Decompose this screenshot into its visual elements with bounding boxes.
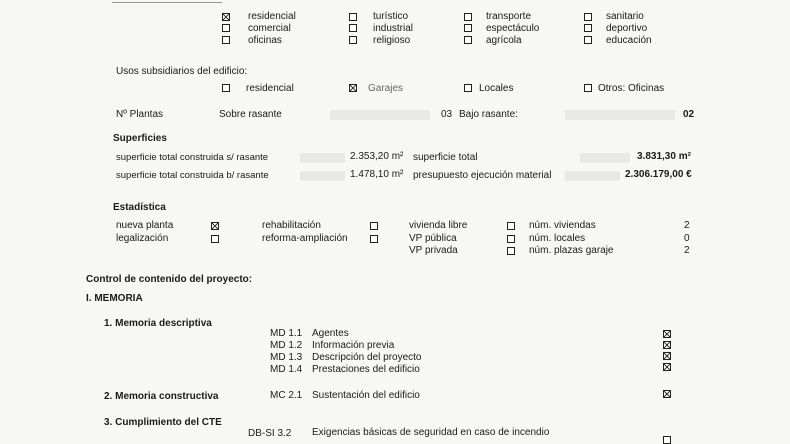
stat-value: 2 <box>684 220 690 231</box>
checkbox-sub-residencial[interactable] <box>222 84 230 92</box>
superficie-sobre-label: superficie total construida s/ rasante <box>116 152 269 163</box>
use-label: comercial <box>248 23 291 34</box>
cumplimiento-cte-title: 3. Cumplimiento del CTE <box>104 417 222 428</box>
checkbox-educacion[interactable] <box>584 36 592 44</box>
checkbox-vp-privada[interactable] <box>507 247 515 255</box>
use-label: deportivo <box>606 23 648 34</box>
superficie-sobre-value: 2.353,20 m² <box>350 151 404 162</box>
sub-use-label: Garajes <box>368 83 404 94</box>
memoria-descriptiva-title: 1. Memoria descriptiva <box>104 318 212 329</box>
presupuesto-label: presupuesto ejecución material <box>413 170 552 181</box>
sub-use-label: Locales <box>479 83 514 94</box>
bajo-rasante-value: 02 <box>683 109 695 120</box>
checkbox-dbsi-3-2[interactable] <box>663 436 671 444</box>
memoria-constructiva-title: 2. Memoria constructiva <box>104 391 219 402</box>
redacted-field <box>300 153 345 163</box>
checkbox-vp-publica[interactable] <box>507 235 515 243</box>
md-code: MD 1.1 <box>270 328 303 339</box>
sobre-rasante-label: Sobre rasante <box>219 109 282 120</box>
stat-label: nueva planta <box>116 220 174 231</box>
checkbox-reforma[interactable] <box>370 235 378 243</box>
mc-text: Sustentación del edificio <box>312 390 420 401</box>
subsidiary-uses-title: Usos subsidiarios del edificio: <box>116 66 248 77</box>
use-label: residencial <box>248 11 296 22</box>
checkbox-agricola[interactable] <box>464 36 472 44</box>
stat-label: legalización <box>116 233 169 244</box>
stat-label: núm. plazas garaje <box>529 245 614 256</box>
presupuesto-value: 2.306.179,00 € <box>625 169 692 180</box>
checkbox-sub-locales[interactable] <box>464 84 472 92</box>
checkbox-religioso[interactable] <box>349 36 357 44</box>
superficie-bajo-value: 1.478,10 m² <box>350 169 404 180</box>
md-text: Descripción del proyecto <box>312 352 422 363</box>
checkbox-md-1-1[interactable] <box>663 330 671 338</box>
cut-off-heading <box>112 0 222 3</box>
use-label: religioso <box>373 35 411 46</box>
use-label: espectáculo <box>486 23 540 34</box>
dbsi-code: DB-SI 3.2 <box>248 428 292 439</box>
memoria-heading: I. MEMORIA <box>86 293 143 304</box>
checkbox-md-1-2[interactable] <box>663 341 671 349</box>
redacted-field <box>300 171 345 181</box>
stat-label: VP pública <box>409 233 457 244</box>
checkbox-residencial[interactable] <box>222 13 230 21</box>
sub-use-label: residencial <box>246 83 294 94</box>
checkbox-comercial[interactable] <box>222 24 230 32</box>
checkbox-espectaculo[interactable] <box>464 24 472 32</box>
plantas-label: Nº Plantas <box>116 109 164 120</box>
stat-value: 2 <box>684 245 690 256</box>
superficies-title: Superficies <box>113 133 167 144</box>
checkbox-sub-garajes[interactable] <box>349 84 357 92</box>
stat-label: rehabilitación <box>262 220 321 231</box>
use-label: agrícola <box>486 35 522 46</box>
md-code: MD 1.3 <box>270 352 303 363</box>
checkbox-deportivo[interactable] <box>584 24 592 32</box>
stat-label: núm. viviendas <box>529 220 596 231</box>
use-label: industrial <box>373 23 414 34</box>
dbsi-text: Exigencias básicas de seguridad en caso de incendio <box>312 427 550 438</box>
checkbox-md-1-4[interactable] <box>663 363 671 371</box>
sobre-rasante-value: 03 <box>441 109 453 120</box>
checkbox-vivienda-libre[interactable] <box>507 222 515 230</box>
use-label: sanitario <box>606 11 644 22</box>
md-code: MD 1.2 <box>270 340 303 351</box>
checkbox-transporte[interactable] <box>464 13 472 21</box>
checkbox-turistico[interactable] <box>349 13 357 21</box>
superficie-total-value: 3.831,30 m² <box>637 151 691 162</box>
estadistica-title: Estadística <box>113 202 166 213</box>
md-text: Agentes <box>312 328 349 339</box>
use-label: educación <box>606 35 652 46</box>
stat-label: núm. locales <box>529 233 586 244</box>
checkbox-rehabilitacion[interactable] <box>370 222 378 230</box>
checkbox-md-1-3[interactable] <box>663 352 671 360</box>
md-code: MD 1.4 <box>270 364 303 375</box>
redacted-field <box>565 110 675 120</box>
checkbox-sub-otros[interactable] <box>584 84 592 92</box>
checkbox-industrial[interactable] <box>349 24 357 32</box>
control-title: Control de contenido del proyecto: <box>86 274 253 285</box>
checkbox-nueva-planta[interactable] <box>211 222 219 230</box>
checkbox-mc-2-1[interactable] <box>663 390 671 398</box>
superficie-total-label: superficie total <box>413 152 478 163</box>
redacted-field <box>330 110 430 120</box>
checkbox-oficinas[interactable] <box>222 36 230 44</box>
checkbox-sanitario[interactable] <box>584 13 592 21</box>
md-text: Información previa <box>312 340 395 351</box>
bajo-rasante-label: Bajo rasante: <box>459 109 518 120</box>
redacted-field <box>580 153 630 163</box>
mc-code: MC 2.1 <box>270 390 303 401</box>
use-label: transporte <box>486 11 532 22</box>
stat-label: VP privada <box>409 245 458 256</box>
use-label: oficinas <box>248 35 282 46</box>
md-text: Prestaciones del edificio <box>312 364 420 375</box>
superficie-bajo-label: superficie total construida b/ rasante <box>116 170 269 181</box>
checkbox-legalizacion[interactable] <box>211 235 219 243</box>
stat-value: 0 <box>684 233 690 244</box>
stat-label: reforma-ampliación <box>262 233 348 244</box>
sub-use-label: Otros: Oficinas <box>598 83 665 94</box>
redacted-field <box>565 171 620 181</box>
stat-label: vivienda libre <box>409 220 468 231</box>
use-label: turístico <box>373 11 409 22</box>
